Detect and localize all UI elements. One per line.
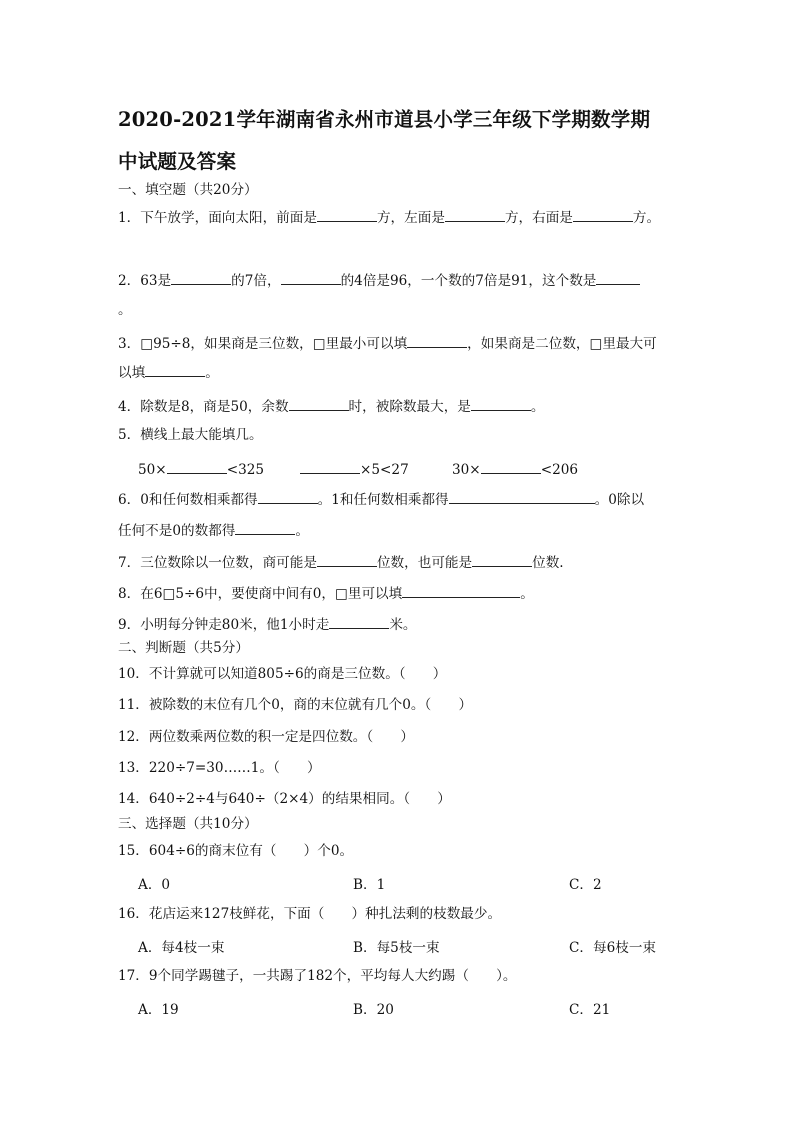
answer-blank[interactable] — [171, 270, 231, 285]
question-15-option-a[interactable]: A．0 — [138, 877, 171, 893]
question-15-option-b[interactable]: B．1 — [353, 877, 386, 893]
question-16-option-c[interactable]: C．每6枝一束 — [569, 940, 657, 956]
question-12: 12．两位数乘两位数的积一定是四位数。（ ） — [118, 729, 414, 745]
answer-blank[interactable] — [471, 396, 531, 411]
question-5-expression-1: 50× <325 — [138, 459, 264, 479]
question-11: 11．被除数的末位有几个0，商的末位就有几个0。（ ） — [118, 697, 473, 713]
answer-blank[interactable] — [289, 396, 349, 411]
section-true-false-heading: 二、判断题（共5分） — [118, 640, 249, 656]
question-8: 8．在6□5÷6中，要使商中间有0，□里可以填 。 — [118, 583, 534, 603]
question-2-continued: 。 — [118, 302, 132, 318]
answer-blank[interactable] — [317, 552, 377, 567]
question-5-expression-2: ×5<27 — [300, 459, 409, 479]
answer-blank[interactable] — [481, 459, 541, 474]
answer-blank[interactable] — [445, 207, 505, 222]
answer-blank[interactable] — [281, 270, 341, 285]
question-3-continued: 以填 。 — [118, 362, 219, 382]
answer-blank[interactable] — [167, 459, 227, 474]
question-3: 3．□95÷8，如果商是三位数，□里最小可以填 ，如果商是二位数，□里最大可 — [118, 333, 657, 353]
section-fill-in-heading: 一、填空题（共20分） — [118, 182, 258, 198]
question-5-expression-3: 30× <206 — [452, 459, 578, 479]
exam-title-line-2: 中试题及答案 — [118, 150, 237, 173]
answer-blank[interactable] — [258, 489, 318, 504]
answer-blank[interactable] — [449, 489, 595, 504]
answer-blank[interactable] — [573, 207, 633, 222]
answer-blank[interactable] — [317, 207, 377, 222]
question-16-option-a[interactable]: A．每4枝一束 — [138, 940, 225, 956]
question-10: 10．不计算就可以知道805÷6的商是三位数。（ ） — [118, 666, 447, 682]
question-1: 1．下午放学，面向太阳，前面是 方，左面是 方，右面是 方。 — [118, 207, 660, 227]
answer-blank[interactable] — [300, 459, 360, 474]
question-15: 15．604÷6的商末位有（ ）个0。 — [118, 843, 354, 859]
question-17-option-a[interactable]: A．19 — [138, 1002, 179, 1018]
question-17-option-b[interactable]: B．20 — [353, 1002, 394, 1018]
section-multiple-choice-heading: 三、选择题（共10分） — [118, 816, 258, 832]
question-14: 14．640÷2÷4与640÷（2×4）的结果相同。（ ） — [118, 791, 451, 807]
answer-blank[interactable] — [472, 552, 532, 567]
question-6-continued: 任何不是0的数都得 。 — [118, 520, 309, 540]
exam-title-line-1: 2020-2021学年湖南省永州市道县小学三年级下学期数学期 — [118, 108, 651, 131]
question-17-option-c[interactable]: C．21 — [569, 1002, 611, 1018]
answer-blank[interactable] — [407, 333, 467, 348]
question-4: 4．除数是8，商是50，余数 时，被除数最大，是 。 — [118, 396, 544, 416]
question-2: 2．63是 的7倍， 的4倍是96，一个数的7倍是91，这个数是 — [118, 270, 640, 290]
question-16-option-b[interactable]: B．每5枝一束 — [353, 940, 440, 956]
question-15-option-c[interactable]: C．2 — [569, 877, 602, 893]
question-5: 5．横线上最大能填几。 — [118, 427, 263, 443]
answer-blank[interactable] — [596, 270, 640, 285]
question-7: 7．三位数除以一位数，商可能是 位数，也可能是 位数. — [118, 552, 564, 572]
question-6: 6．0和任何数相乘都得 。1和任何数相乘都得 。0除以 — [118, 489, 644, 509]
answer-blank[interactable] — [402, 583, 520, 598]
question-16: 16．花店运来127枝鲜花，下面（ ）种扎法剩的枝数最少。 — [118, 906, 502, 922]
question-13: 13．220÷7=30……1。（ ） — [118, 760, 321, 776]
answer-blank[interactable] — [145, 362, 205, 377]
question-17: 17．9个同学踢毽子，一共踢了182个，平均每人大约踢（ ）。 — [118, 968, 517, 984]
answer-blank[interactable] — [235, 520, 295, 535]
answer-blank[interactable] — [329, 614, 389, 629]
question-9: 9．小明每分钟走80米，他1小时走 米。 — [118, 614, 417, 634]
